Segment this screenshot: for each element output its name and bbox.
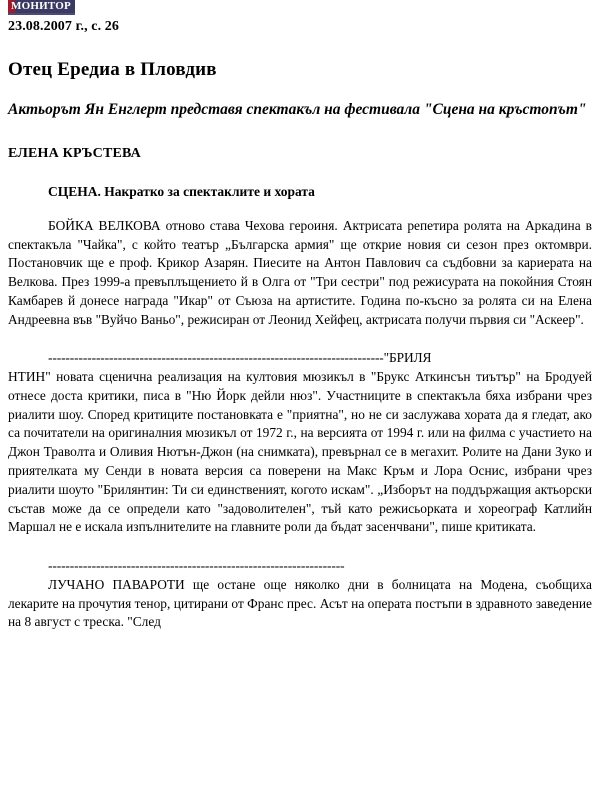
article-subtitle: Актьорът Ян Енглерт представя спектакъл на фестивала "Сцена на кръстопът"	[8, 101, 587, 118]
masthead	[8, 0, 592, 15]
dateline: 23.08.2007 г., с. 26	[8, 19, 119, 34]
logo-text: МОНИТОР	[11, 0, 71, 12]
article-paragraph: ЛУЧАНО ПАВАРОТИ ще остане още няколко дни в болницата на Модена, съобщиха лекарите на прочутия тенор, цитирани от Франс прес. Асът на операта постъпи в здравното заведение на 8 август с треска. "След	[8, 576, 592, 630]
article-paragraph: БОЙКА ВЕЛКОВА отново става Чехова героиня. Актрисата репетира ролята на Аркадина в спектакъла "Чайка", с който театър „Българска армия" ще открие новия си сезон през октомври. Постановчик ще е проф. Крикор Азарян. Пиесите на Антон Павлович са съдбовни за кариерата на Велкова. През 1999-а превъплъщението й в Олга от "Три сестри" под режисурата на покойния Стоян Камбарев й донесе награда "Икар" от Съюза на артистите. Година по-късно за ролята си на Елена Андреевна във "Вуйчо Ваньо", режисиран от Леонид Хейфец, актрисата получи първия си "Аскеер".	[8, 217, 592, 327]
dashed-separator	[8, 349, 592, 368]
article-separator-2-wrap	[8, 557, 592, 632]
article-paragraph: НТИН" новата сценична реализация на култовия мюзикъл в "Брукс Аткинсън тиътър" на Бродуей отнесе доста критики, писа в "Ню Йорк дейли нюз". Участниците в спектакъла бяха избрани чрез риалити шоу. Според критиците постановката е "приятна", но не си заслужава хората да я гледат, ако са почитатели на оригиналния мюзикъл от 1972 г., на версията от 1994 г. или на филма с участието на Джон Траволта и Оливия Нютън-Джон (на снимката), превърнал се в мегахит. Ролите на Дани Зуко и приятелката му Сенди в новата версия са поверени на Макс Кръм и Лора Оснис, избрани чрез риалити шоуто "Брилянтин: Ти си единственият, когото искам". „Изборът на поддържащия актьорски състав може да се определи като "задоволителен", тъй като режисьорката и хореограф Катлийн Маршал не е искала изпълнителите на главните роли да бъдат засенчвани", пише критиката.	[8, 369, 592, 535]
section-heading: СЦЕНА. Накратко за спектаклите и хората	[48, 183, 315, 199]
dashed-separator	[8, 557, 592, 576]
author-byline: ЕЛЕНА КРЪСТЕВА	[8, 145, 141, 161]
monitor-logo	[8, 0, 75, 15]
page-title: Отец Ередиа в Пловдив	[8, 59, 217, 80]
article-body-1	[8, 217, 592, 330]
separator-dashes: -----------------------------------------------------------------------------	[48, 350, 384, 366]
separator-run-on-text: "БРИЛЯ	[383, 350, 432, 366]
article-separator-1-wrap	[8, 349, 592, 537]
separator-dashes: --------------------------------------------------------------------	[48, 558, 345, 574]
